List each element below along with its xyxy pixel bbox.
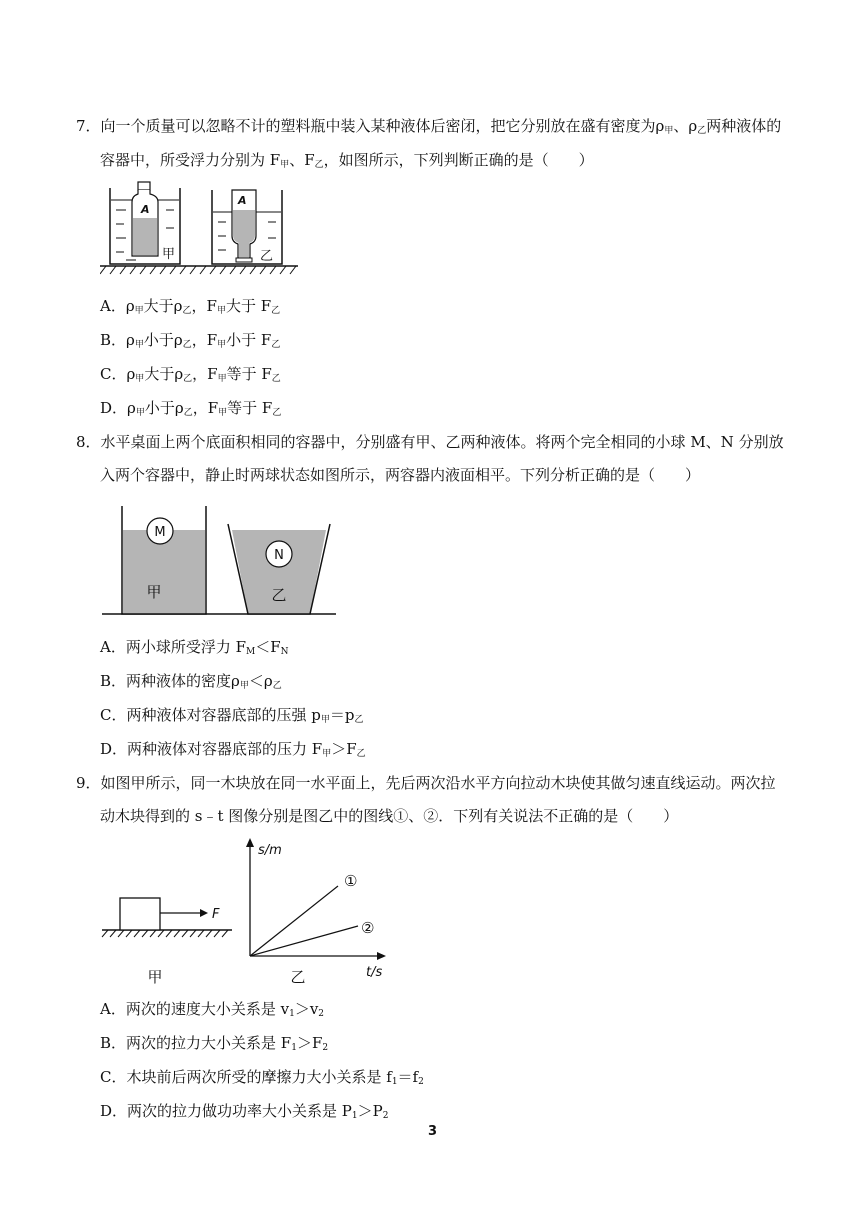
q9-option-d[interactable]: D．两次的拉力做功功率大小关系是 $P_1>P_2$ — [100, 1102, 389, 1121]
q9-line-1-label: ① — [344, 872, 358, 890]
q9-line-1 — [250, 886, 338, 956]
q8-option-c[interactable]: C．两种液体对容器底部的压强 $p_甲=p_乙$ — [100, 706, 364, 725]
q9-figure — [100, 836, 400, 986]
q9-line-2 — [250, 926, 358, 956]
q8-stem-line2: 入两个容器中，静止时两球状态如图所示，两容器内液面相平。下列分析正确的是（ ） — [100, 466, 701, 484]
q8-stem-line1: 8．水平桌面上两个底面积相同的容器中，分别盛有甲、乙两种液体。将两个完全相同的小球 M、N 分别放 — [76, 433, 784, 451]
q7-figure — [100, 178, 300, 283]
q8-ball-m-label: M — [154, 525, 166, 540]
q7-option-d[interactable]: D．$\rho_甲$小于$\rho_乙$，$F_甲$等于 $F_乙$ — [100, 399, 282, 418]
q7-label-yi: 乙 — [260, 249, 274, 264]
q9-block — [120, 898, 160, 930]
q9-caption-jia: 甲 — [147, 968, 163, 986]
q8-figure — [100, 500, 340, 620]
q9-stem-line2: 动木块得到的 s﹣t 图像分别是图乙中的图线①、②．下列有关说法不正确的是（ ） — [100, 807, 679, 825]
q7-label-jia: 甲 — [162, 247, 176, 262]
q9-stem-line1: 9．如图甲所示，同一木块放在同一水平面上，先后两次沿水平方向拉动木块使其做匀速直线运动。两次拉 — [76, 774, 776, 792]
q8-ball-n-label: N — [274, 548, 284, 563]
q9-option-a[interactable]: A．两次的速度大小关系是 $v_1>v_2$ — [100, 1000, 325, 1019]
q8-label-jia: 甲 — [146, 583, 162, 601]
q7-option-c[interactable]: C．$\rho_甲$大于$\rho_乙$，$F_甲$等于 $F_乙$ — [100, 365, 281, 384]
q8-option-a[interactable]: A．两小球所受浮力 $F_M<F_N$ — [100, 638, 289, 657]
q9-st-graph — [246, 838, 386, 986]
q9-y-axis-label: s/m — [258, 843, 282, 858]
q7-bottle-label-left: A — [141, 203, 150, 216]
q7-option-b[interactable]: B．$\rho_甲$小于$\rho_乙$，$F_甲$小于 $F_乙$ — [100, 331, 281, 350]
q9-option-c[interactable]: C．木块前后两次所受的摩擦力大小关系是 $f_1=f_2$ — [100, 1068, 424, 1087]
q8-label-yi: 乙 — [271, 586, 287, 604]
q9-force-label: F — [212, 907, 220, 922]
q7-bottle-label-right: A — [238, 194, 247, 207]
q8-option-b[interactable]: B．两种液体的密度$\rho_甲<\rho_乙$ — [100, 672, 282, 691]
q7-option-a[interactable]: A．$\rho_甲$大于$\rho_乙$，$F_甲$大于 $F_乙$ — [100, 297, 281, 316]
q9-option-b[interactable]: B．两次的拉力大小关系是 $F_1>F_2$ — [100, 1034, 329, 1053]
q8-option-d[interactable]: D．两种液体对容器底部的压力 $F_甲>F_乙$ — [100, 740, 366, 759]
q9-caption-yi: 乙 — [290, 968, 306, 986]
q9-line-2-label: ② — [361, 919, 375, 937]
q9-x-axis-label: t/s — [366, 965, 383, 980]
q7-stem-line2: 容器中，所受浮力分别为 $F_甲$、$F_乙$，如图所示，下列判断正确的是（ ） — [100, 151, 594, 170]
q7-stem-line1: 7．向一个质量可以忽略不计的塑料瓶中装入某种液体后密闭，把它分别放在盛有密度为$\rho_甲$、$\rho_乙$两种液体的 — [76, 117, 782, 136]
page-number: 3 — [428, 1124, 438, 1139]
